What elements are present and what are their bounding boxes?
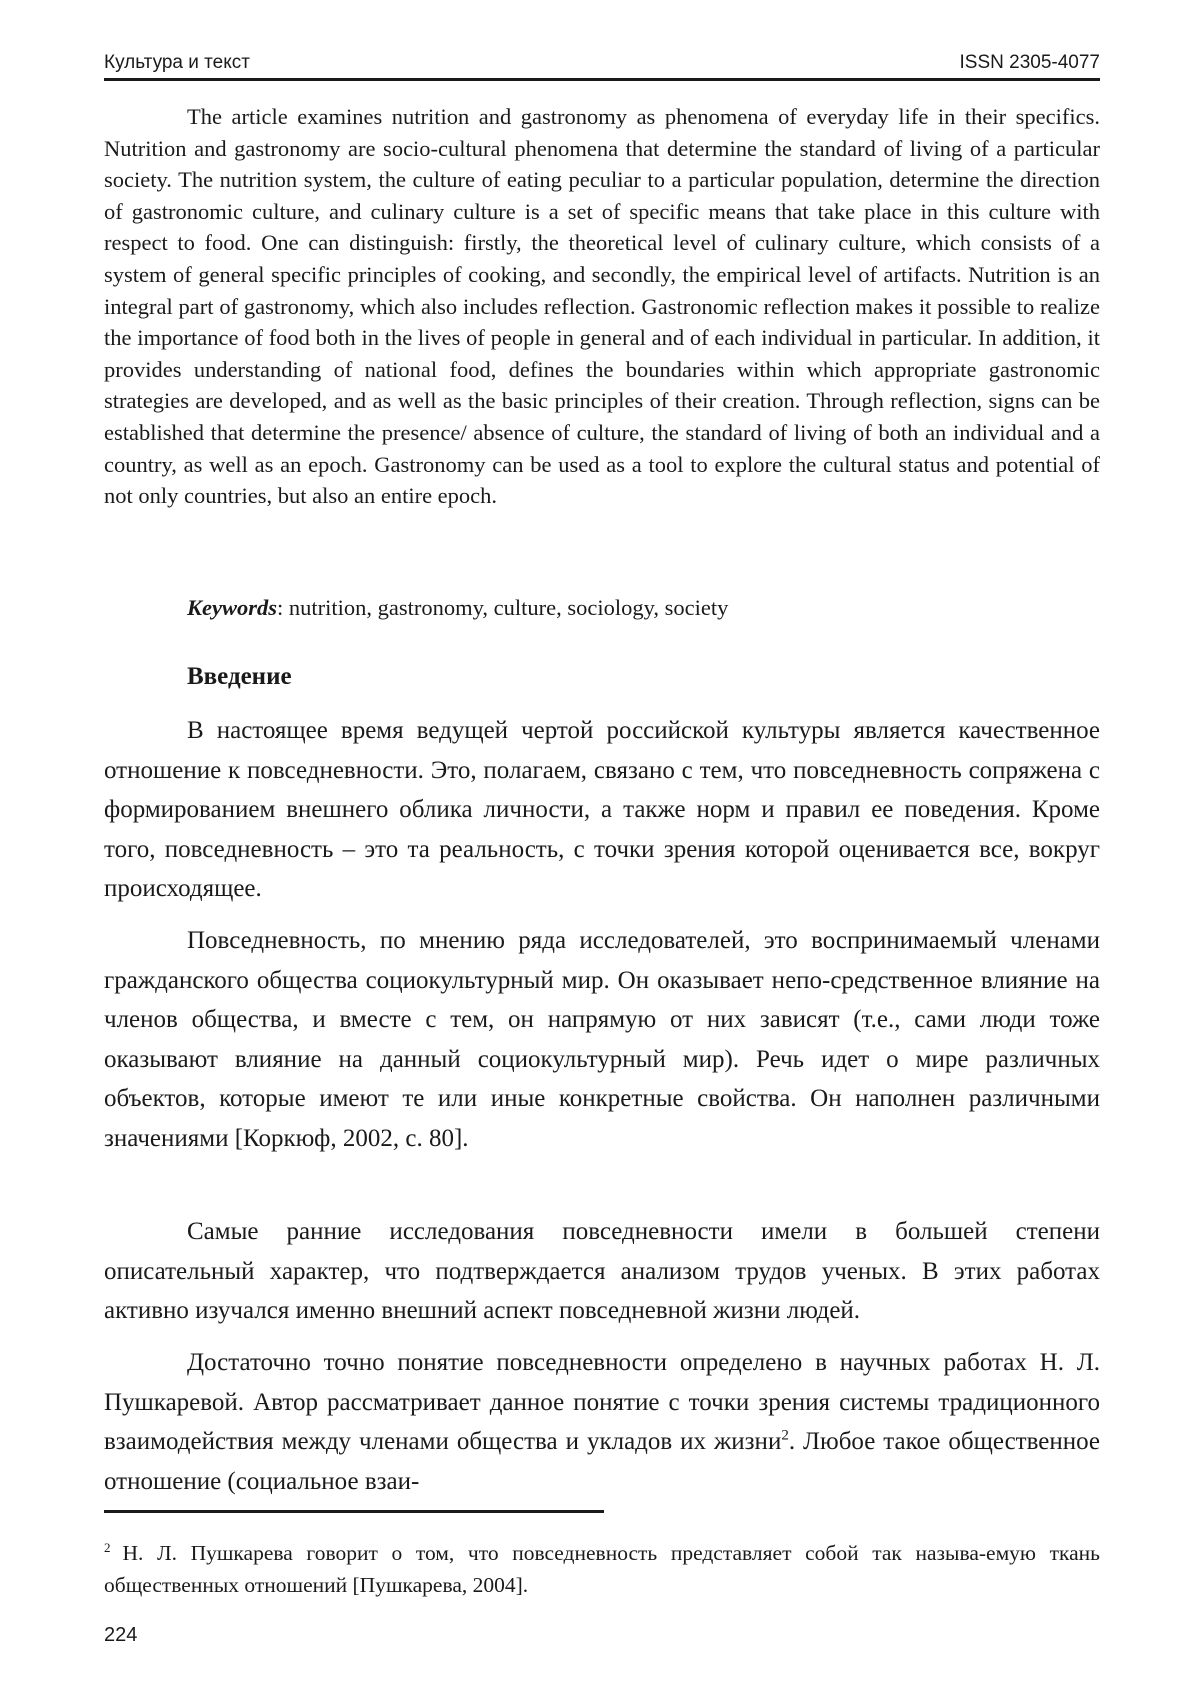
footnote-reference[interactable]: 2 bbox=[781, 1427, 789, 1444]
keywords-label: Keywords bbox=[187, 595, 277, 620]
footnote-mark: 2 bbox=[104, 1539, 111, 1555]
footnote-separator bbox=[104, 1510, 604, 1513]
body-paragraph-4-continuation: . Любое такое общественное отношение (социальное взаи- bbox=[104, 1428, 1101, 1495]
journal-title: Культура и текст bbox=[104, 52, 250, 73]
body-paragraph-1: В настоящее время ведущей чертой российской культуры является качественное отношение к повседневности. Это, полагаем, связано с тем, что повседневность сопряжена с формированием внешнего облика личности, а также норм и правил ее поведения. Кроме того, повседневность – это та реальность, с точки зрения которой оценивается все, вокруг происходящее. bbox=[104, 717, 1100, 902]
header-rule bbox=[104, 78, 1100, 81]
page-number: 224 bbox=[104, 1624, 138, 1646]
running-header bbox=[104, 44, 1100, 74]
body-paragraph-4 bbox=[104, 1343, 1100, 1501]
abstract-paragraph: The article examines nutrition and gastronomy as phenomena of everyday life in their specifics. Nutrition and gastronomy are socio-cultural phenomena that determine the standard of living of a particular society. The nutrition system, the culture of eating peculiar to a particular population, determine the direction of gastronomic culture, and culinary culture is a set of specific means that take place in this culture with respect to food. One can distinguish: firstly, the theoretical level of culinary culture, which consists of a system of general specific principles of cooking, and secondly, the empirical level of artifacts. Nutrition is an integral part of gastronomy, which also includes reflection. Gastronomic reflection makes it possible to realize the importance of food both in the lives of people in general and of each individual in particular. In addition, it provides understanding of national food, defines the boundaries within which appropriate gastronomic strategies are developed, and as well as the basic principles of their creation. Through reflection, signs can be established that determine the presence/ absence of culture, the standard of living of both an individual and a country, as well as an epoch. Gastronomy can be used as a tool to explore the cultural status and potential of not only countries, but also an entire epoch. bbox=[104, 104, 1100, 509]
keywords-line bbox=[187, 592, 728, 624]
keywords-list: : nutrition, gastronomy, culture, sociology, society bbox=[277, 595, 729, 620]
body-paragraph-2: Повседневность, по мнению ряда исследователей, это воспринимаемый членами гражданского общества социокультурный мир. Он оказывает непо-средственное влияние на членов общества, и вместе с тем, он напрямую от них зависят (т.е., сами люди тоже оказывают влияние на данный социокультурный мир). Речь идет о мире различных объектов, которые имеют те или иные конкретные свойства. Он наполнен различными значениями [Коркюф, 2002, с. 80]. bbox=[104, 927, 1100, 1152]
body-paragraph-4-text: Достаточно точно понятие повседневности определено в научных работах Н. Л. Пушкаревой. Автор рассматривает данное понятие с точки зрения системы традиционного взаимодействия между членами общества и укладов их жизни bbox=[104, 1349, 1100, 1455]
issn-label: ISSN 2305-4077 bbox=[959, 52, 1100, 73]
footnote bbox=[104, 1538, 1100, 1601]
body-paragraph-3: Самые ранние исследования повседневности имели в большей степени описательный характер, что подтверждается анализом трудов ученых. В этих работах активно изучался именно внешний аспект повседневной жизни людей. bbox=[104, 1218, 1100, 1324]
footnote-text: Н. Л. Пушкарева говорит о том, что повседневность представляет собой так называ-емую ткань общественных отношений [Пушкарева, 2004]. bbox=[104, 1541, 1100, 1597]
section-heading: Введение bbox=[187, 663, 292, 690]
